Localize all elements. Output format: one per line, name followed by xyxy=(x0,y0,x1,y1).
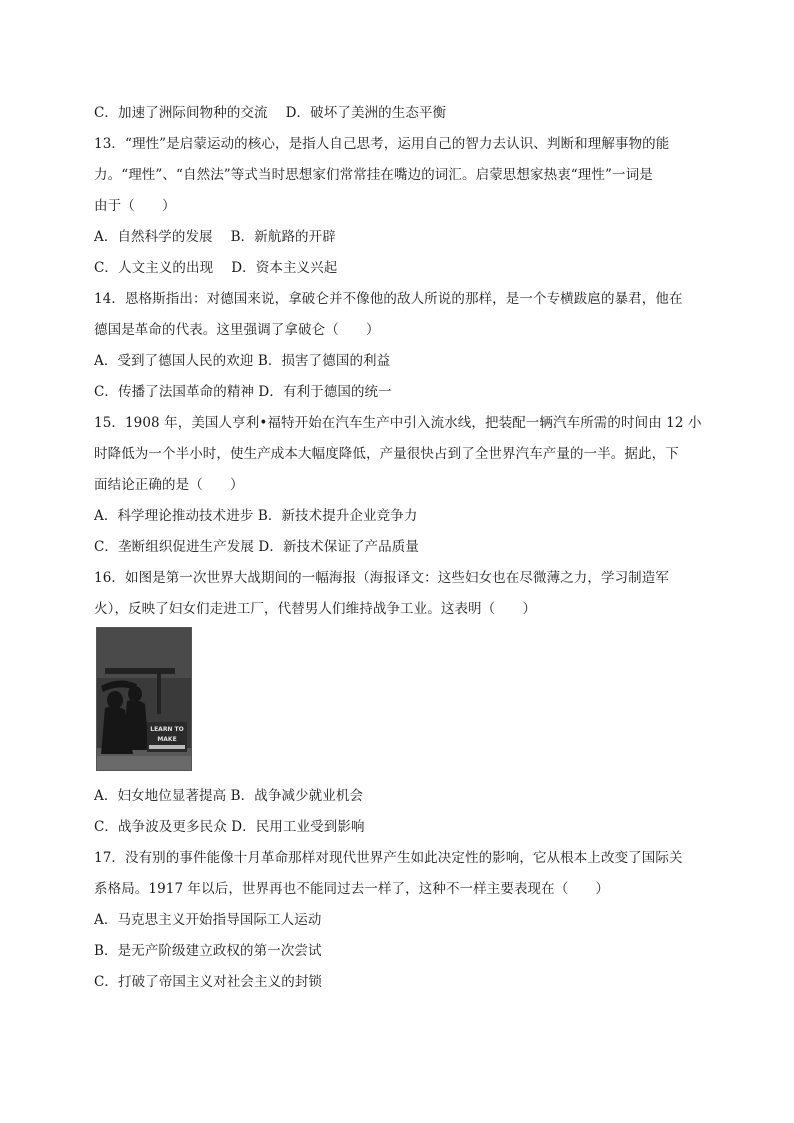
question-15-stem-line-2: 时降低为一个半小时，使生产成本大幅度降低，产量很快占到了全世界汽车产量的一半。据此，下 xyxy=(94,446,679,462)
wwi-poster-illustration xyxy=(97,628,191,770)
question-17-option-b: B．是无产阶级建立政权的第一次尝试 xyxy=(94,943,322,959)
question-14-options-cd: C．传播了法国革命的精神 D．有利于德国的统一 xyxy=(94,384,392,400)
question-16 xyxy=(94,563,706,843)
question-13-options-cd: C．人文主义的出现 D．资本主义兴起 xyxy=(94,260,338,276)
question-17 xyxy=(94,843,706,998)
question-16-figure xyxy=(94,627,706,777)
question-16-stem-line-2: 火），反映了妇女们走进工厂，代替男人们维持战争工业。这表明（ ） xyxy=(94,601,537,617)
question-15-options-cd: C．垄断组织促进生产发展 D．新技术保证了产品质量 xyxy=(94,539,419,555)
prev-question-options-cd: C．加速了洲际间物种的交流 D．破坏了美洲的生态平衡 xyxy=(94,105,447,121)
question-13-stem-line-1: 13．“理性”是启蒙运动的核心，是指人自己思考，运用自己的智力去认识、判断和理解事物的能 xyxy=(94,136,670,152)
question-17-option-a: A．马克思主义开始指导国际工人运动 xyxy=(94,912,322,928)
poster-text-line-1: LEARN TO xyxy=(150,726,184,733)
question-14 xyxy=(94,284,706,408)
question-17-option-c: C．打破了帝国主义对社会主义的封锁 xyxy=(94,974,323,990)
question-13-stem-line-2: 力。“理性”、“自然法”等式当时思想家们常常挂在嘴边的词汇。启蒙思想家热衷“理性”一词是 xyxy=(94,167,653,183)
wwi-poster-image xyxy=(96,627,192,771)
question-17-stem-line-2: 系格局。1917 年以后，世界再也不能同过去一样了，这种不一样主要表现在（ ） xyxy=(94,881,610,897)
question-15-options-ab: A．科学理论推动技术进步 B．新技术提升企业竞争力 xyxy=(94,508,418,524)
question-15-stem-line-3: 面结论正确的是（ ） xyxy=(94,477,244,493)
question-16-stem-line-1: 16．如图是第一次世界大战期间的一幅海报（海报译文：这些妇女也在尽微薄之力，学习制造军 xyxy=(94,570,669,586)
question-14-stem-line-1: 14．恩格斯指出：对德国来说，拿破仑并不像他的敌人所说的那样，是一个专横跋扈的暴君，他在 xyxy=(94,291,683,307)
question-13-options-ab: A．自然科学的发展 B．新航路的开辟 xyxy=(94,229,336,245)
question-13-stem-line-3: 由于（ ） xyxy=(94,198,176,214)
question-16-options-ab: A．妇女地位显著提高 B．战争减少就业机会 xyxy=(94,788,364,804)
question-13 xyxy=(94,129,706,284)
exam-content xyxy=(94,98,706,998)
question-15 xyxy=(94,408,706,563)
question-16-options-cd: C．战争波及更多民众 D．民用工业受到影响 xyxy=(94,819,365,835)
poster-text-line-2: MAKE xyxy=(157,736,177,743)
question-14-options-ab: A．受到了德国人民的欢迎 B．损害了德国的利益 xyxy=(94,353,391,369)
question-17-stem-line-1: 17．没有别的事件能像十月革命那样对现代世界产生如此决定性的影响，它从根本上改变了国际关 xyxy=(94,850,683,866)
question-14-stem-line-2: 德国是革命的代表。这里强调了拿破仑（ ） xyxy=(94,322,380,338)
question-15-stem-line-1: 15．1908 年，美国人亨利•福特开始在汽车生产中引入流水线，把装配一辆汽车所需的时间由 12 小 xyxy=(94,415,702,431)
